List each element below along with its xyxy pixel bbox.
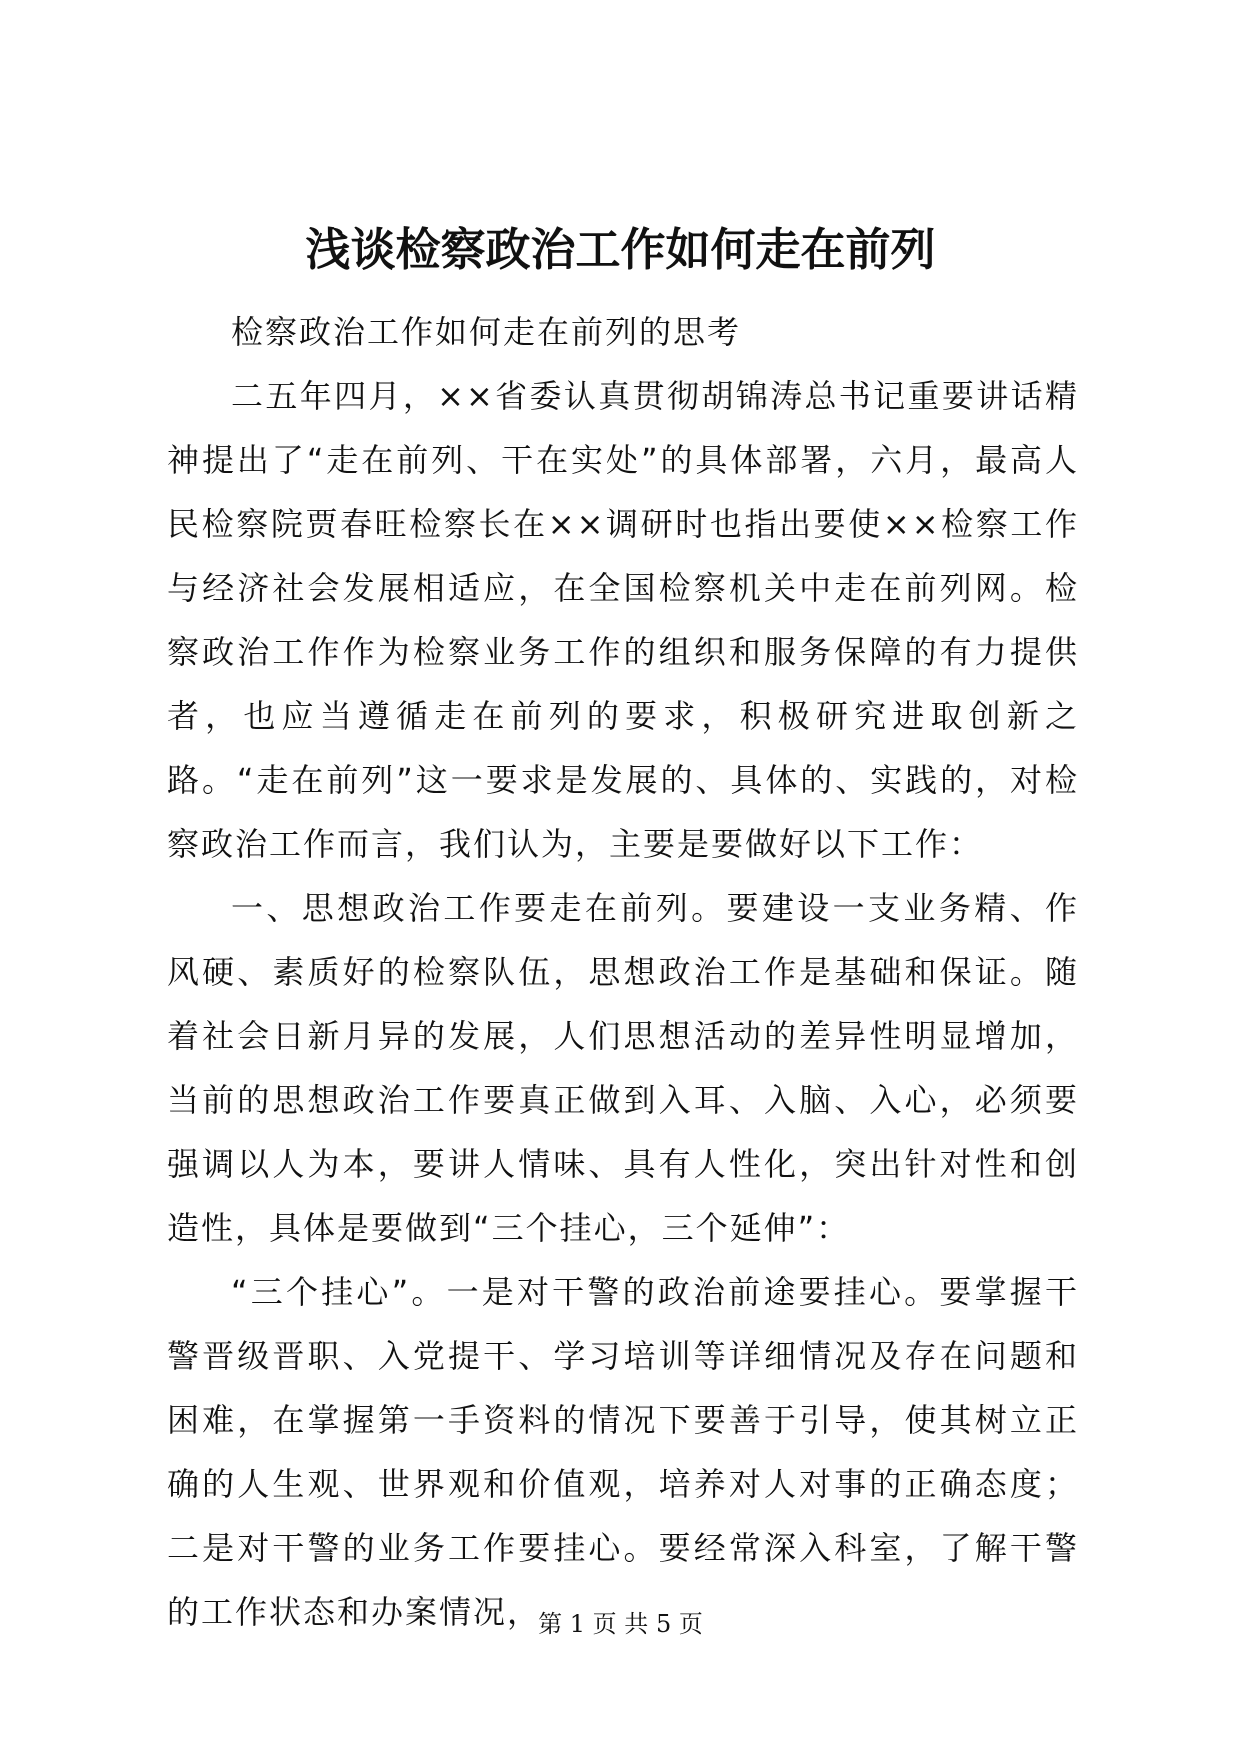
document-title: 浅谈检察政治工作如何走在前列 xyxy=(305,223,936,276)
subtitle-paragraph: 检察政治工作如何走在前列的思考 xyxy=(231,313,742,351)
three-concerns-paragraph: “三个挂心”。一是对干警的政治前途要挂心。要掌握干警晋级晋职、入党提干、学习培训等详细情况及存在问题和困难，在掌握第一手资料的情况下要善于引导，使其树立正确的人生观、世界观和价值观，培养对人对事的正确态度；二是对干警的业务工作要挂心。要经常深入科室，了解干警的工作状态和办案情况， xyxy=(167,1273,1079,1631)
section-one-paragraph: 一、思想政治工作要走在前列。要建设一支业务精、作风硬、素质好的检察队伍，思想政治工作是基础和保证。随着社会日新月异的发展，人们思想活动的差异性明显增加，当前的思想政治工作要真正做到入耳、入脑、入心，必须要强调以人为本，要讲人情味、具有人性化，突出针对性和创造性，具体是要做到“三个挂心，三个延伸”： xyxy=(167,889,1079,1247)
page-number: 第 1 页 共 5 页 xyxy=(538,1610,703,1638)
intro-paragraph: 二五年四月，××省委认真贯彻胡锦涛总书记重要讲话精神提出了“走在前列、干在实处”的具体部署，六月，最高人民检察院贾春旺检察长在××调研时也指出要使××检察工作与经济社会发展相适应，在全国检察机关中走在前列网。检察政治工作作为检察业务工作的组织和服务保障的有力提供者，也应当遵循走在前列的要求，积极研究进取创新之路。“走在前列”这一要求是发展的、具体的、实践的，对检察政治工作而言，我们认为，主要是要做好以下工作： xyxy=(167,377,1079,863)
document-body xyxy=(167,300,1079,1644)
